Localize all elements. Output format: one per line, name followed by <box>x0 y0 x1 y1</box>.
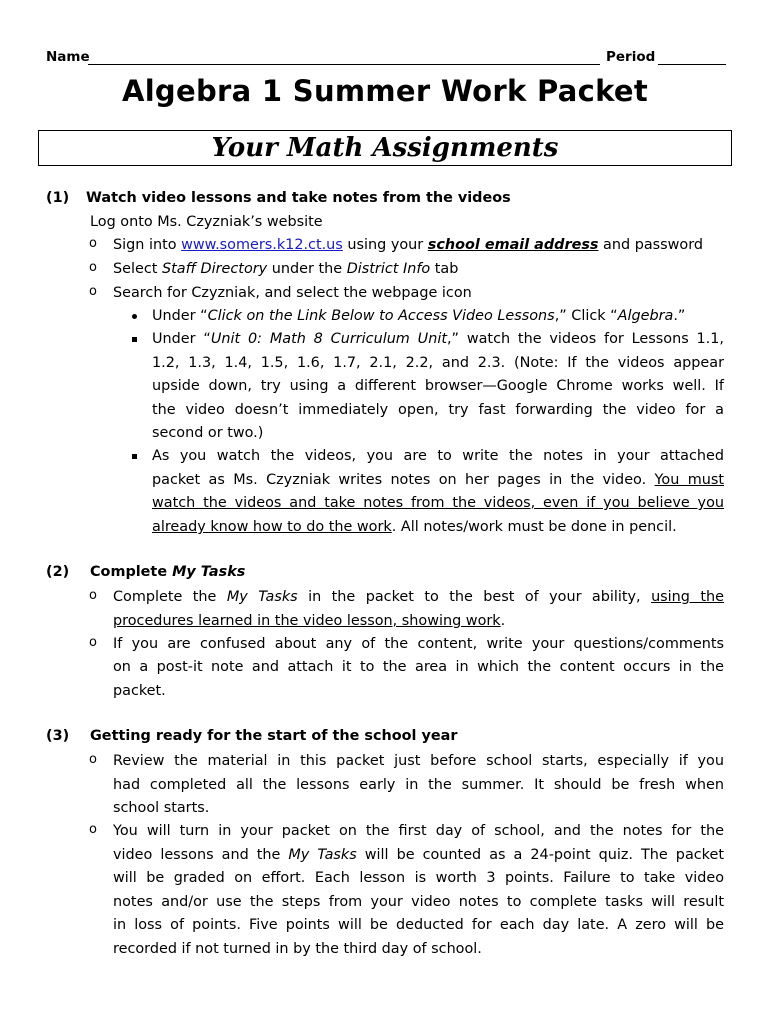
list-item-line: video lessons and the My Tasks will be counted as a 24-point quiz. The packet <box>113 847 724 863</box>
name-label: Name <box>46 49 90 65</box>
list-item-line: will be graded on effort. Each lesson is worth 3 points. Failure to take video <box>113 870 724 886</box>
list-item-line: notes and/or use the steps from your video notes to complete tasks will result <box>113 894 724 910</box>
district-website-link[interactable]: www.somers.k12.ct.us <box>181 237 343 253</box>
list-item-line: the video doesn’t immediately open, try fast forwarding the video for a <box>152 402 724 418</box>
section-3-number: (3) <box>46 728 70 744</box>
name-period-line <box>46 49 726 69</box>
circle-bullet-icon: o <box>89 236 97 251</box>
period-blank <box>658 64 726 65</box>
list-item-line: already know how to do the work. All notes/work must be done in pencil. <box>152 519 677 535</box>
list-item: Select Staff Directory under the District Info tab <box>113 261 459 277</box>
list-item-line: had completed all the lessons early in the summer. It should be fresh when <box>113 777 724 793</box>
list-item: Sign into www.somers.k12.ct.us using your school email address and password <box>113 237 704 253</box>
round-bullet-icon <box>132 314 137 319</box>
list-item: If you are confused about any of the content, write your questions/comments <box>113 636 724 652</box>
list-item-line: packet. <box>113 683 166 699</box>
list-item-line: watch the videos and take notes from the videos, even if you believe you <box>152 495 724 511</box>
list-item: As you watch the videos, you are to write the notes in your attached <box>152 448 724 464</box>
square-bullet-icon <box>132 337 137 342</box>
section-2-heading: Complete My Tasks <box>90 564 246 580</box>
list-item-line: in loss of points. Five points will be deducted for each day late. A zero will be <box>113 917 724 933</box>
section-1-heading: Watch video lessons and take notes from the videos <box>86 190 511 206</box>
list-item: Search for Czyzniak, and select the webpage icon <box>113 285 472 301</box>
list-item: You will turn in your packet on the first day of school, and the notes for the <box>113 823 724 839</box>
list-item: Under “Unit 0: Math 8 Curriculum Unit,” watch the videos for Lessons 1.1, <box>152 331 724 347</box>
period-label: Period <box>606 49 656 65</box>
list-item-line: packet as Ms. Czyzniak writes notes on her pages in the video. You must <box>152 472 724 488</box>
list-item-line: procedures learned in the video lesson, showing work. <box>113 613 506 629</box>
list-item-line: on a post-it note and attach it to the area in which the content occurs in the <box>113 659 724 675</box>
list-item-line: school starts. <box>113 800 210 816</box>
page-title: Algebra 1 Summer Work Packet <box>121 74 649 108</box>
section-1-number: (1) <box>46 190 70 206</box>
list-item-line: second or two.) <box>152 425 264 441</box>
list-item: Complete the My Tasks in the packet to the best of your ability, using the <box>113 589 724 605</box>
list-item-line: upside down, try using a different browser—Google Chrome works well. If <box>152 378 724 394</box>
circle-bullet-icon: o <box>89 752 97 767</box>
circle-bullet-icon: o <box>89 635 97 650</box>
circle-bullet-icon: o <box>89 588 97 603</box>
name-blank <box>88 64 600 65</box>
section-2-number: (2) <box>46 564 70 580</box>
list-item-line: recorded if not turned in by the third day of school. <box>113 941 482 957</box>
square-bullet-icon <box>132 454 137 459</box>
list-item: Under “Click on the Link Below to Access Video Lessons,” Click “Algebra.” <box>152 308 686 324</box>
circle-bullet-icon: o <box>89 822 97 837</box>
list-item-line: 1.2, 1.3, 1.4, 1.5, 1.6, 1.7, 2.1, 2.2, and 2.3. (Note: If the videos appear <box>152 355 724 371</box>
list-item: Review the material in this packet just before school starts, especially if you <box>113 753 724 769</box>
circle-bullet-icon: o <box>89 260 97 275</box>
section-1-intro: Log onto Ms. Czyzniak’s website <box>90 214 323 230</box>
section-3-heading: Getting ready for the start of the school year <box>90 728 458 744</box>
assignments-banner: Your Math Assignments <box>38 130 732 166</box>
circle-bullet-icon: o <box>89 284 97 299</box>
